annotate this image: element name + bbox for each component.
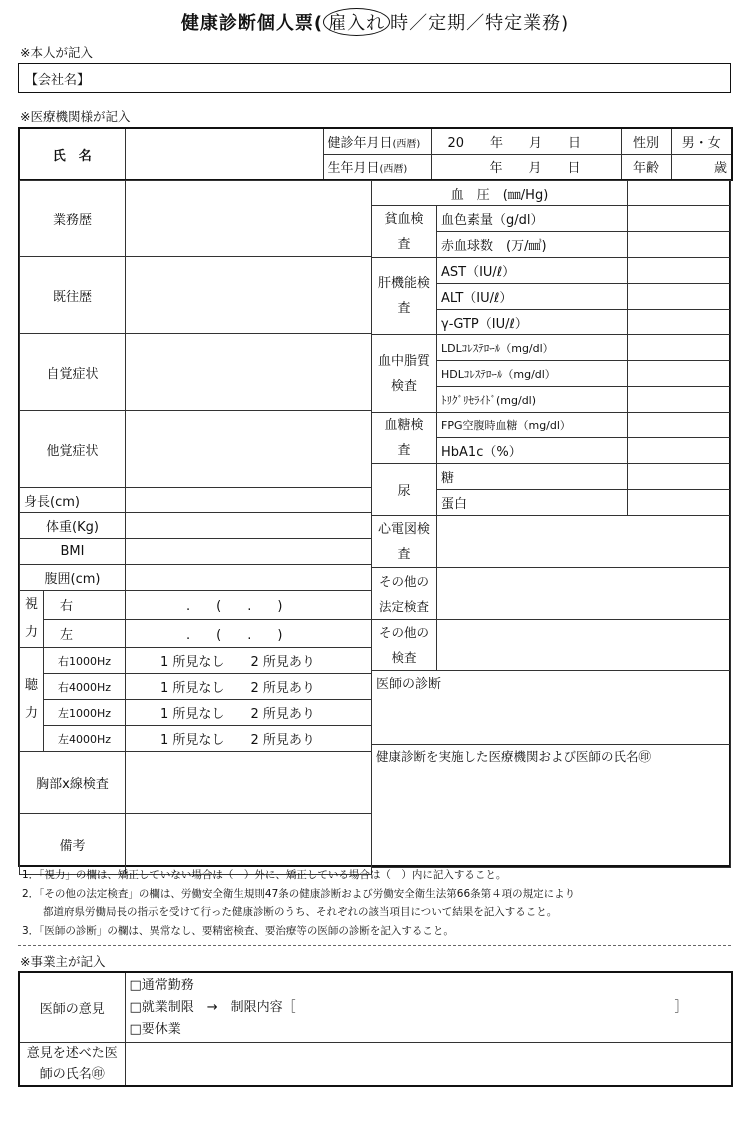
waist-field[interactable] (126, 565, 372, 591)
alt-field[interactable] (628, 284, 731, 310)
urine-label: 尿 (372, 464, 437, 516)
institution-field[interactable] (372, 745, 731, 868)
sex-label: 性別 (621, 128, 671, 154)
tg-label: ﾄﾘｸﾞﾘｾﾗｲﾄﾞ(mg/dl) (437, 387, 628, 413)
ldl-label: LDLｺﾚｽﾃﾛｰﾙ（mg/dl） (437, 335, 628, 361)
hdl-label: HDLｺﾚｽﾃﾛｰﾙ（mg/dl） (437, 361, 628, 387)
name-label: 氏 名 (19, 128, 125, 180)
vision-right-field[interactable]: . ( . ) (126, 591, 372, 620)
institution-label: 健康診断を実施した医療機関および医師の氏名㊞ (376, 749, 652, 764)
ggtp-field[interactable] (628, 310, 731, 335)
bmi-field[interactable] (126, 539, 372, 565)
subjective-label: 自覚症状 (20, 334, 126, 411)
urine-protein-field[interactable] (628, 490, 731, 516)
remarks-label: 備考 (20, 814, 126, 875)
fpg-label: FPG空腹時血糖（mg/dl） (437, 413, 628, 438)
birth-date-label: 生年月日(西暦) (323, 154, 431, 180)
urine-protein-label: 蛋白 (437, 490, 628, 516)
subjective-field[interactable] (126, 334, 372, 411)
footnotes (22, 866, 732, 940)
weight-label: 体重(Kg) (20, 513, 126, 539)
vision-right-label: 右 (44, 591, 126, 620)
other-test-label: その他の検査 (372, 620, 437, 671)
sex-field[interactable]: 男・女 (671, 128, 732, 154)
opinion-signer-label: 意見を述べた医師の氏名㊞ (19, 1042, 125, 1086)
rbc-label: 赤血球数 (万/㎣) (437, 232, 628, 258)
right-table (371, 180, 731, 868)
height-field[interactable] (126, 488, 372, 513)
exam-date-label: 健診年月日(西暦) (323, 128, 431, 154)
chest-xray-label: 胸部x線検査 (20, 752, 126, 814)
ecg-label: 心電図検査 (372, 516, 437, 568)
company-box[interactable] (18, 63, 731, 93)
urine-sugar-label: 糖 (437, 464, 628, 490)
opinion-label: 医師の意見 (19, 972, 125, 1042)
company-label: 【会社名】 (25, 73, 91, 88)
blood-pressure-label: 血 圧 (㎜/Hg) (372, 181, 628, 206)
footnote: 都道府県労働局長の指示を受けて行った健康診断のうち、それぞれの該当項目について結果を記入すること。 (22, 906, 558, 918)
weight-field[interactable] (126, 513, 372, 539)
option-work-restriction[interactable]: □就業制限 → 制限内容［ ］ (129, 999, 688, 1015)
option-leave[interactable]: □要休業 (129, 1021, 181, 1037)
bmi-label: BMI (20, 539, 126, 565)
objective-label: 他覚症状 (20, 411, 126, 488)
glucose-label: 血糖検査 (372, 413, 437, 464)
diagnosis-field[interactable] (372, 671, 731, 745)
anemia-label: 貧血検査 (372, 206, 437, 258)
opinion-table (18, 971, 733, 1087)
chest-xray-field[interactable] (126, 752, 372, 814)
other-legal-field[interactable] (437, 568, 731, 620)
hearing-row-label: 左4000Hz (44, 726, 126, 752)
footnote: 3．「医師の診断」の欄は、異常なし、要精密検査、要治療等の医師の診断を記入すること。 (22, 924, 454, 937)
hearing-row-field[interactable]: 1 所見なし 2 所見あり (126, 648, 372, 674)
rbc-field[interactable] (628, 232, 731, 258)
past-history-field[interactable] (126, 257, 372, 334)
vision-left-label: 左 (44, 619, 126, 648)
lipid-label: 血中脂質検査 (372, 335, 437, 413)
liver-label: 肝機能検査 (372, 258, 437, 335)
left-table (19, 180, 372, 875)
vision-left-field[interactable]: . ( . ) (126, 619, 372, 648)
hemoglobin-field[interactable] (628, 206, 731, 232)
option-normal-work[interactable]: □通常勤務 (129, 977, 194, 993)
birth-date-field[interactable]: 年 月 日 (431, 154, 621, 180)
work-history-label: 業務歴 (20, 181, 126, 257)
age-field[interactable]: 歳 (671, 154, 732, 180)
hearing-row-field[interactable]: 1 所見なし 2 所見あり (126, 700, 372, 726)
opinion-signer-field[interactable] (125, 1042, 732, 1086)
ggtp-label: γ-GTP（IU/ℓ） (437, 310, 628, 335)
vision-label: 視力 (20, 591, 44, 648)
urine-sugar-field[interactable] (628, 464, 731, 490)
ldl-field[interactable] (628, 335, 731, 361)
ecg-field[interactable] (437, 516, 731, 568)
age-label: 年齢 (621, 154, 671, 180)
opinion-options (125, 972, 732, 1042)
hba1c-label: HbA1c（%） (437, 438, 628, 464)
hba1c-field[interactable] (628, 438, 731, 464)
note-self: ※本人が記入 (20, 45, 93, 60)
alt-label: ALT（IU/ℓ） (437, 284, 628, 310)
header-table (18, 127, 733, 181)
ast-label: AST（IU/ℓ） (437, 258, 628, 284)
fpg-field[interactable] (628, 413, 731, 438)
blood-pressure-field[interactable] (628, 181, 731, 206)
note-medical: ※医療機関様が記入 (20, 109, 131, 124)
hearing-row-field[interactable]: 1 所見なし 2 所見あり (126, 726, 372, 752)
circled-option: 雇入れ (323, 8, 390, 36)
hemoglobin-label: 血色素量（g/dl） (437, 206, 628, 232)
footnote: 1．「視力」の欄は、矯正していない場合は（ ）外に、矯正している場合は（ ）内に記入すること。 (22, 869, 507, 881)
tg-field[interactable] (628, 387, 731, 413)
work-history-field[interactable] (126, 181, 372, 257)
hdl-field[interactable] (628, 361, 731, 387)
diagnosis-label: 医師の診断 (376, 677, 442, 692)
divider (18, 945, 731, 946)
note-employer: ※事業主が記入 (20, 954, 106, 969)
page-title: 健康診断個人票( 雇入れ 時／定期／特定業務) (0, 8, 750, 36)
ast-field[interactable] (628, 258, 731, 284)
other-legal-label: その他の法定検査 (372, 568, 437, 620)
exam-date-field[interactable]: 20 年 月 日 (431, 128, 621, 154)
hearing-label: 聴力 (20, 648, 44, 752)
hearing-row-field[interactable]: 1 所見なし 2 所見あり (126, 674, 372, 700)
objective-field[interactable] (126, 411, 372, 488)
hearing-row-label: 左1000Hz (44, 700, 126, 726)
other-test-field[interactable] (437, 620, 731, 671)
hearing-row-label: 右1000Hz (44, 648, 126, 674)
past-history-label: 既往歴 (20, 257, 126, 334)
footnote: 2．「その他の法定検査」の欄は、労働安全衛生規則47条の健康診断および労働安全衛生法第66条第４項の規定により (22, 887, 576, 900)
name-field[interactable] (125, 128, 323, 180)
hearing-row-label: 右4000Hz (44, 674, 126, 700)
waist-label: 腹囲(cm) (20, 565, 126, 591)
height-label: 身長(cm) (20, 488, 126, 513)
